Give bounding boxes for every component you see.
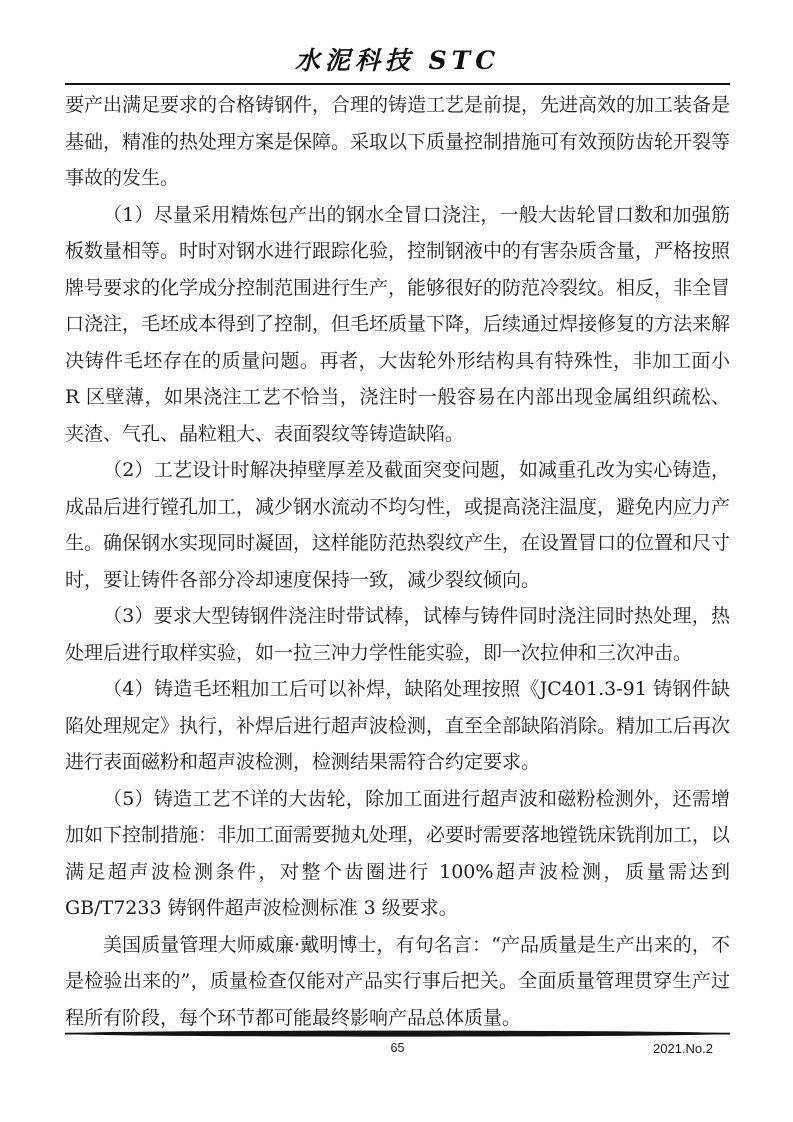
page-footer — [65, 1030, 730, 1060]
issue-number: 2021.No.2 — [653, 1041, 713, 1056]
journal-title: 水泥科技 STC — [294, 46, 501, 75]
paragraph: （2）工艺设计时解决掉壁厚差及截面突变问题，如减重孔改为实心铸造，成品后进行镗孔加工，减少钢水流动不均匀性，或提高浇注温度，避免内应力产生。确保钢水实现同时凝固，这样能防范热裂纹产生，在设置冒口的位置和尺寸时，要让铸件各部分冷却速度保持一致，减少裂纹倾向。 — [65, 459, 730, 591]
paragraph: （4）铸造毛坯粗加工后可以补焊，缺陷处理按照《JC401.3-91 铸钢件缺陷处理规定》执行，补焊后进行超声波检测，直至全部缺陷消除。精加工后再次进行表面磁粉和超声波检测，检测结果需符合约定要求。 — [65, 678, 730, 773]
paragraph: 要产出满足要求的合格铸钢件，合理的铸造工艺是前提，先进高效的加工装备是基础，精准的热处理方案是保障。采取以下质量控制措施可有效预防齿轮开裂等事故的发生。 — [65, 94, 730, 189]
page-header — [65, 0, 730, 85]
paragraph: （1）尽量采用精炼包产出的钢水全冒口浇注，一般大齿轮冒口数和加强筋板数量相等。时时对钢水进行跟踪化验，控制钢液中的有害杂质含量，严格按照牌号要求的化学成分控制范围进行生产，能够很好的防范冷裂纹。相反，非全冒口浇注，毛坯成本得到了控制，但毛坯质量下降，后续通过焊接修复的方法来解决铸件毛坯存在的质量问题。再者，大齿轮外形结构具有特殊性，非加工面小 R 区壁薄，如果浇注工艺不恰当，浇注时一般容易在内部出现金属组织疏松、夹渣、气孔、晶粒粗大、表面裂纹等铸造缺陷。 — [65, 203, 730, 445]
article-body — [65, 87, 730, 1033]
page-number: 65 — [390, 1041, 405, 1055]
header-rule — [65, 83, 730, 85]
footer-row — [65, 1038, 730, 1060]
paragraph: 美国质量管理大师威廉·戴明博士，有句名言：“产品质量是生产出来的，不是检验出来的”，质量检查仅能对产品实行事后把关。全面质量管理贯穿生产过程所有阶段，每个环节都可能最终影响产品总体质量。 — [65, 933, 730, 1029]
paragraph: （3）要求大型铸钢件浇注时带试棒，试棒与铸件同时浇注同时热处理，热处理后进行取样实验，如一拉三冲力学性能实验，即一次拉伸和三次冲击。 — [65, 605, 730, 664]
footer-rule — [65, 1030, 730, 1038]
paragraph: （5）铸造工艺不详的大齿轮，除加工面进行超声波和磁粉检测外，还需增加如下控制措施：非加工面需要抛丸处理，必要时需要落地镗铣床铣削加工，以满足超声波检测条件，对整个齿圈进行 100%超声波检测，质量需达到 GB/T7233 铸钢件超声波检测标准 3 级要求。 — [65, 787, 730, 919]
